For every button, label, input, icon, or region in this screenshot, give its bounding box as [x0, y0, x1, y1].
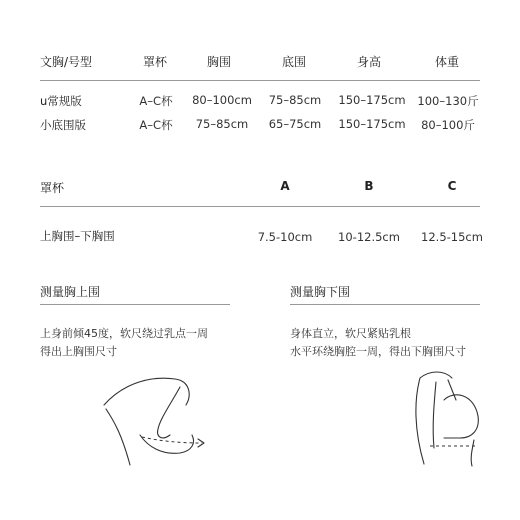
table-cell: A–C杯	[139, 94, 173, 108]
header-underbust: 底围	[282, 55, 307, 69]
table-cell: 100–130斤	[417, 94, 479, 108]
cup-b: B	[364, 179, 374, 193]
table-cell: 75–85cm	[195, 117, 249, 131]
measure-lower-line1: 身体直立，软尺紧贴乳根	[290, 327, 411, 340]
upper-bust-illustration	[100, 365, 220, 475]
header-cup: 罩杯	[143, 55, 168, 69]
cup-row-label: 上胸围–下胸围	[40, 229, 115, 243]
header-weight: 体重	[435, 55, 460, 69]
header-bra-size: 文胸/号型	[40, 55, 93, 69]
cup-table-divider	[40, 206, 480, 207]
header-height: 身高	[357, 55, 382, 69]
under-bust-illustration	[400, 360, 500, 470]
cup-value-c: 12.5-15cm	[421, 230, 483, 244]
table-header-divider	[40, 80, 480, 81]
row-label-regular: u常规版	[40, 94, 82, 108]
measure-upper-line2: 得出上胸围尺寸	[40, 345, 117, 358]
cup-a: A	[280, 179, 290, 193]
cup-value-b: 10-12.5cm	[338, 230, 400, 244]
table-cell: 80–100cm	[192, 93, 252, 107]
cup-c: C	[447, 179, 457, 193]
cup-value-a: 7.5-10cm	[257, 230, 313, 244]
table-cell: 80–100斤	[421, 118, 475, 132]
table-cell: 150–175cm	[338, 117, 406, 131]
table-cell: 65–75cm	[268, 117, 322, 131]
table-cell: A–C杯	[139, 118, 173, 132]
table-cell: 75–85cm	[268, 93, 322, 107]
measure-upper-divider	[40, 304, 230, 305]
measure-lower-line2: 水平环绕胸腔一周，得出下胸围尺寸	[290, 345, 466, 358]
measure-upper-line1: 上身前倾45度，软尺绕过乳点一周	[40, 327, 208, 340]
table-cell: 150–175cm	[338, 93, 406, 107]
header-bust: 胸围	[207, 55, 232, 69]
cup-header-label: 罩杯	[40, 181, 65, 195]
measure-lower-title: 测量胸下围	[290, 285, 351, 299]
measure-upper-title: 测量胸上围	[40, 285, 101, 299]
measure-lower-divider	[290, 304, 480, 305]
row-label-small-band: 小底围版	[40, 118, 86, 132]
